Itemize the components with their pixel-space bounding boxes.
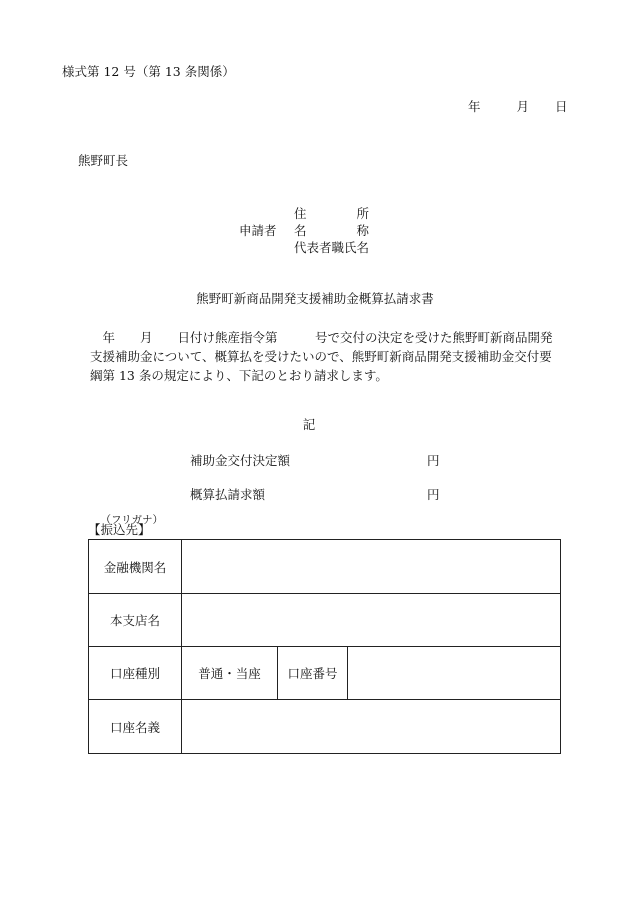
address-char-1: 住 [294,206,307,221]
table-row [89,700,561,754]
applicant-name-label [294,225,369,238]
branch-field[interactable] [182,594,561,647]
date-day-label: 日 [555,99,568,114]
ki-marker: 記 [302,417,316,432]
body-line: 支援補助金について、概算払を受けたいので、熊野町新商品開発支援補助金交付要 [90,349,552,364]
date-month-label: 月 [516,99,530,114]
grant-decision-amount-unit: 円 [427,453,440,468]
account-name-label: 口座名義 [89,700,182,754]
applicant-label: 申請者 [239,223,277,238]
furigana-label: （フリガナ） [100,513,163,526]
request-body [90,328,570,385]
institution-field[interactable] [182,540,561,594]
date-line [468,101,568,114]
document-title: 熊野町新商品開発支援補助金概算払請求書 [196,291,434,306]
table-row [89,594,561,647]
addressee: 熊野町長 [78,153,129,168]
table-row [89,540,561,594]
institution-label: 金融機関名 [89,540,182,594]
account-type-value[interactable]: 普通・当座 [182,647,278,700]
grant-decision-amount-label: 補助金交付決定額 [190,453,291,468]
form-number-label: 様式第 12 号（第 13 条関係） [62,64,235,79]
account-number-field[interactable] [348,647,561,700]
account-type-label: 口座種別 [89,647,182,700]
applicant-representative-label: 代表者職氏名 [294,240,370,255]
body-line: 年 月 日付け熊産指令第 号で交付の決定を受けた熊野町新商品開発 [90,330,553,345]
body-line: 綱第 13 条の規定により、下記のとおり請求します。 [90,368,388,383]
applicant-address-label [294,208,369,221]
branch-label: 本支店名 [89,594,182,647]
bank-transfer-header: 【振込先】 [88,522,151,537]
advance-request-amount-unit: 円 [427,487,440,502]
name-char-1: 名 [294,223,307,238]
name-char-2: 称 [356,223,370,238]
date-year-label: 年 [468,99,481,114]
table-row [89,647,561,700]
account-number-label: 口座番号 [278,647,348,700]
address-char-2: 所 [356,206,370,221]
advance-request-amount-label: 概算払請求額 [190,487,266,502]
